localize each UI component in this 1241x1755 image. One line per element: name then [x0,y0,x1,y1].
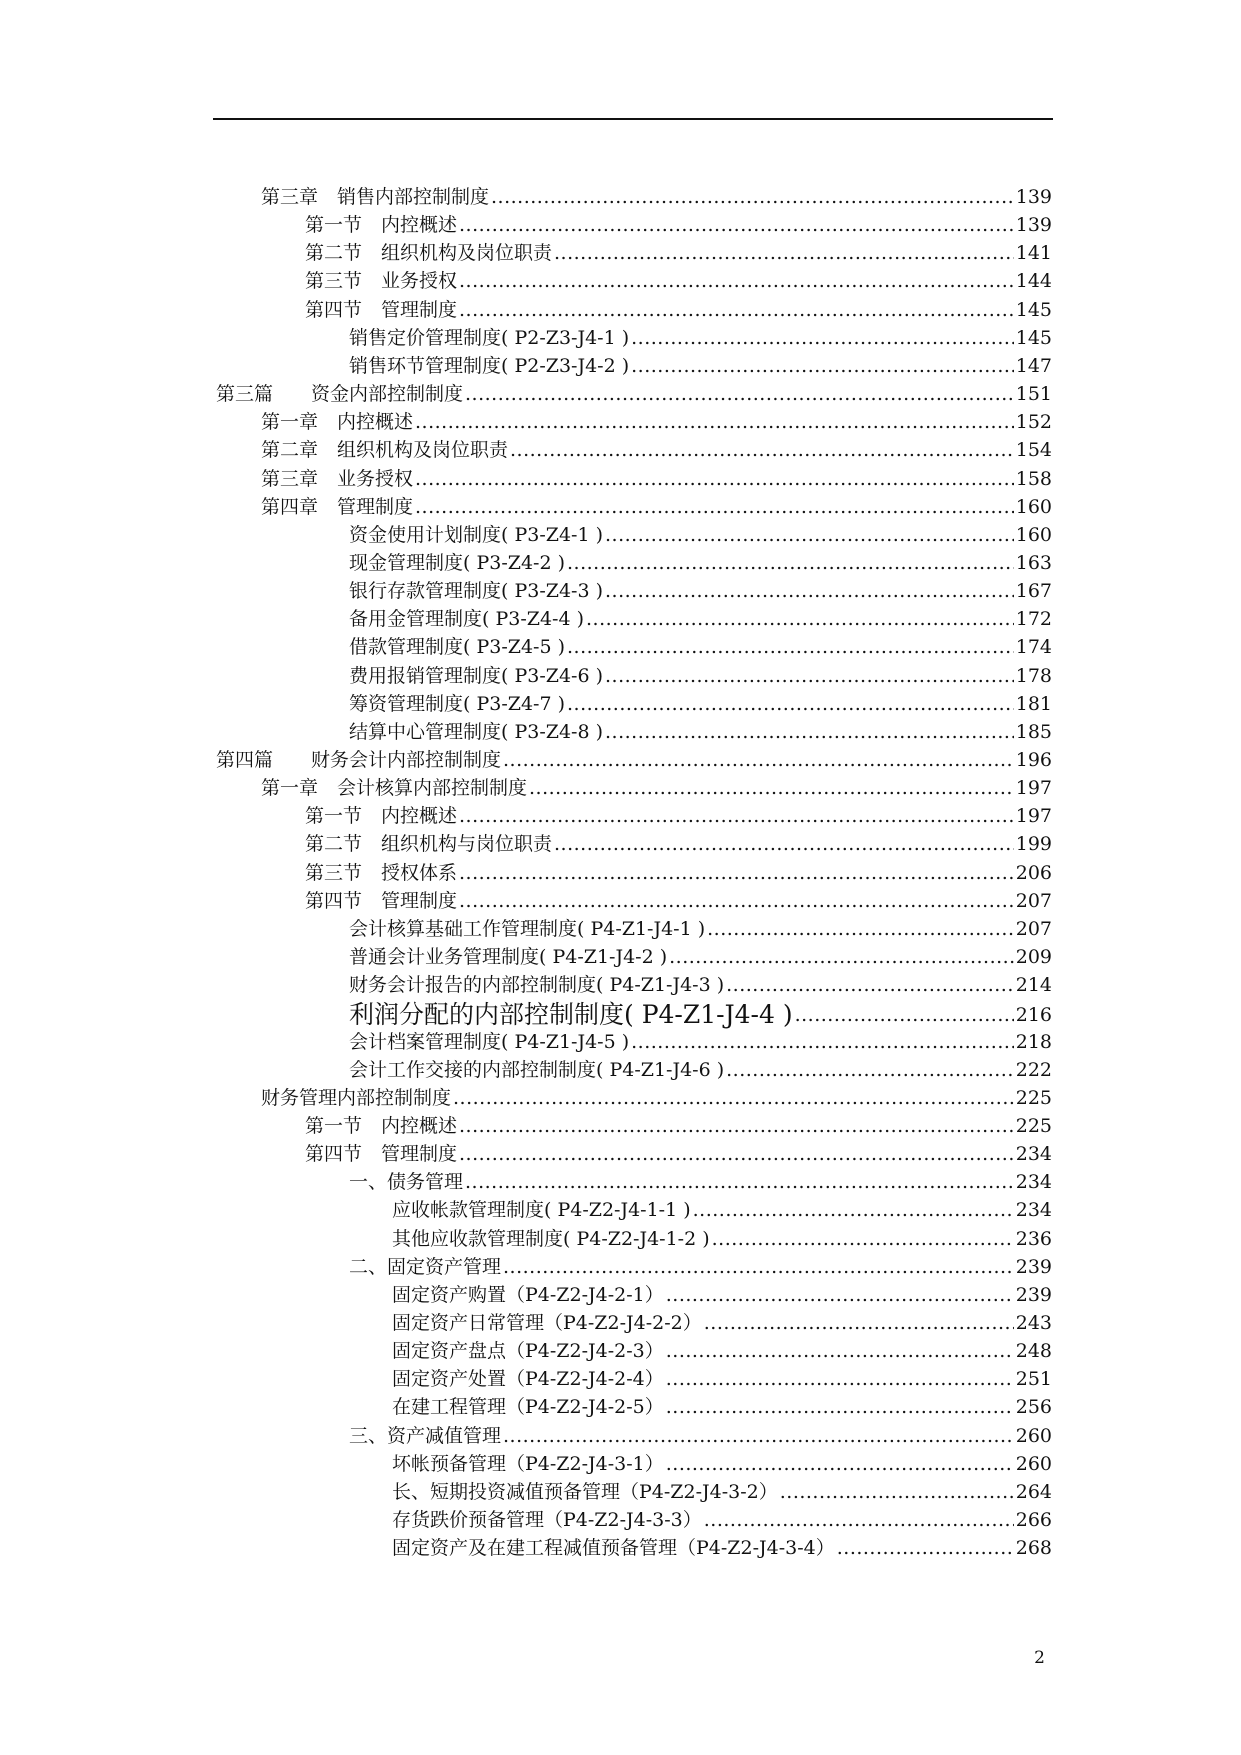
toc-entry[interactable] [392,1478,1052,1506]
header-rule [213,118,1053,120]
toc-entry-title: 固定资产处置（P4-Z2-J4-2-4） [392,1368,664,1391]
toc-entry-page: 139 [1015,186,1052,208]
toc-entry-title: 第一节 内控概述 [305,214,458,237]
toc-entry-page: 239 [1015,1255,1052,1278]
toc-entry-title: 固定资产及在建工程减值预备管理（P4-Z2-J4-3-4） [392,1537,835,1560]
toc-entry-title: 第四章 管理制度 [261,495,414,518]
toc-entry-title: 第二章 组织机构及岗位职责 [261,439,509,462]
toc-dot-leader [529,774,1014,802]
toc-dot-leader [453,1084,1014,1112]
toc-dot-leader [510,436,1014,464]
toc-entry-title: 第二节 组织机构与岗位职责 [305,833,553,856]
toc-entry-page: 196 [1015,749,1052,771]
toc-entry-page: 174 [1015,636,1052,659]
toc-entry-page: 147 [1015,354,1052,377]
toc-dot-leader [780,1478,1014,1506]
toc-entry-page: 206 [1015,861,1052,884]
toc-entry-page: 152 [1015,411,1052,434]
toc-entry[interactable] [261,465,1052,493]
toc-entry-page: 222 [1015,1058,1052,1081]
toc-dot-leader [631,352,1014,380]
toc-dot-leader [415,493,1014,521]
toc-entry-title: 其他应收款管理制度( P4-Z2-J4-1-2 ) [392,1227,710,1250]
toc-dot-leader [491,183,1014,211]
toc-entry[interactable] [349,1028,1052,1056]
toc-entry[interactable] [261,1084,1052,1112]
toc-entry-page: 260 [1015,1424,1052,1447]
toc-entry[interactable] [349,549,1052,577]
toc-entry-page: 139 [1015,214,1052,237]
toc-entry[interactable] [392,1450,1052,1478]
toc-entry-page: 209 [1015,946,1052,969]
toc-dot-leader [465,1168,1014,1196]
toc-entry[interactable] [392,1393,1052,1421]
toc-entry-title: 第三章 业务授权 [261,467,414,490]
toc-entry-title: 第三节 业务授权 [305,270,458,293]
toc-entry-title: 在建工程管理（P4-Z2-J4-2-5） [392,1396,664,1419]
toc-entry-title: 借款管理制度( P3-Z4-5 ) [349,636,565,659]
toc-dot-leader [503,1422,1014,1450]
toc-entry-title: 一、债务管理 [349,1171,464,1194]
toc-entry-page: 160 [1015,523,1052,546]
toc-entry[interactable] [349,718,1052,746]
toc-dot-leader [567,690,1014,718]
toc-entry-page: 218 [1015,1030,1052,1053]
toc-entry[interactable] [261,183,1052,211]
toc-entry[interactable] [305,830,1052,858]
toc-dot-leader [704,1309,1014,1337]
toc-entry[interactable] [349,915,1052,943]
toc-entry[interactable] [349,577,1052,605]
toc-dot-leader [666,1393,1014,1421]
toc-dot-leader [605,521,1014,549]
toc-entry-page: 178 [1015,664,1052,687]
toc-entry[interactable] [261,493,1052,521]
toc-entry[interactable] [349,1253,1052,1281]
toc-dot-leader [586,605,1014,633]
toc-entry-page: 264 [1015,1480,1052,1503]
toc-entry-title: 第一节 内控概述 [305,805,458,828]
toc-dot-leader [503,1253,1014,1281]
toc-entry-page: 266 [1015,1509,1052,1532]
toc-dot-leader [415,465,1014,493]
toc-entry-title: 结算中心管理制度( P3-Z4-8 ) [349,720,603,743]
toc-dot-leader [693,1196,1014,1224]
toc-entry[interactable] [305,296,1052,324]
toc-entry-title: 利润分配的内部控制制度( P4-Z1-J4-4 ) [349,1000,793,1030]
toc-entry-page: 234 [1015,1143,1052,1166]
toc-entry-title: 第四节 管理制度 [305,889,458,912]
toc-dot-leader [415,408,1014,436]
toc-entry-title: 普通会计业务管理制度( P4-Z1-J4-2 ) [349,946,668,969]
toc-dot-leader [666,1450,1014,1478]
toc-entry[interactable] [349,1056,1052,1084]
toc-entry[interactable] [392,1365,1052,1393]
toc-dot-leader [669,943,1014,971]
toc-entry-title: 会计档案管理制度( P4-Z1-J4-5 ) [349,1030,630,1053]
toc-dot-leader [554,830,1014,858]
toc-entry[interactable] [261,774,1052,802]
toc-entry[interactable] [392,1534,1052,1562]
toc-entry[interactable] [349,1001,1052,1029]
toc-entry-page: 256 [1015,1396,1052,1419]
toc-entry-title: 销售环节管理制度( P2-Z3-J4-2 ) [349,354,630,377]
toc-dot-leader [459,859,1014,887]
toc-entry-title: 财务管理内部控制制度 [261,1086,452,1109]
toc-entry[interactable] [349,521,1052,549]
toc-entry-page: 158 [1015,467,1052,490]
toc-dot-leader [503,746,1014,774]
toc-entry[interactable] [349,943,1052,971]
toc-entry-page: 197 [1015,777,1052,800]
toc-entry[interactable] [349,324,1052,352]
toc-entry-page: 225 [1015,1114,1052,1137]
toc-entry-title: 固定资产盘点（P4-Z2-J4-2-3） [392,1340,664,1363]
toc-entry-title: 三、资产减值管理 [349,1424,502,1447]
toc-dot-leader [605,662,1014,690]
toc-entry-page: 236 [1015,1227,1052,1250]
toc-entry-title: 第四节 管理制度 [305,1143,458,1166]
toc-entry-page: 141 [1015,242,1052,265]
toc-dot-leader [567,549,1014,577]
toc-entry-title: 存货跌价预备管理（P4-Z2-J4-3-3） [392,1509,702,1532]
toc-dot-leader [726,971,1014,999]
toc-entry[interactable] [305,239,1052,267]
toc-dot-leader [605,718,1014,746]
toc-entry-title: 固定资产日常管理（P4-Z2-J4-2-2） [392,1312,702,1334]
toc-entry-title: 二、固定资产管理 [349,1255,502,1278]
toc-entry[interactable] [305,1112,1052,1140]
toc-dot-leader [631,324,1014,352]
toc-dot-leader [567,633,1014,661]
toc-entry[interactable] [305,211,1052,239]
toc-entry-page: 185 [1015,720,1052,743]
toc-dot-leader [795,1001,1014,1029]
toc-entry-page: 234 [1015,1199,1052,1222]
toc-entry-page: 225 [1015,1086,1052,1109]
toc-entry-page: 145 [1015,298,1052,321]
toc-entry-page: 260 [1015,1452,1052,1475]
toc-entry-page: 145 [1015,326,1052,349]
toc-dot-leader [666,1365,1014,1393]
toc-entry-title: 第四篇 财务会计内部控制制度 [216,749,502,771]
toc-entry-title: 坏帐预备管理（P4-Z2-J4-3-1） [392,1452,664,1475]
toc-dot-leader [459,267,1014,295]
toc-entry[interactable] [349,690,1052,718]
toc-entry-page: 207 [1015,917,1052,940]
toc-entry[interactable] [392,1506,1052,1534]
toc-entry-page: 172 [1015,608,1052,631]
toc-dot-leader [726,1056,1014,1084]
toc-entry-title: 第三章 销售内部控制制度 [261,186,490,208]
toc-entry[interactable] [305,887,1052,915]
toc-entry-title: 费用报销管理制度( P3-Z4-6 ) [349,664,603,687]
toc-entry[interactable] [392,1309,1052,1337]
toc-dot-leader [459,887,1014,915]
toc-entry[interactable] [305,802,1052,830]
toc-entry-title: 备用金管理制度( P3-Z4-4 ) [349,608,584,631]
toc-entry-title: 第四节 管理制度 [305,298,458,321]
toc-dot-leader [465,380,1014,408]
toc-entry-title: 银行存款管理制度( P3-Z4-3 ) [349,580,603,603]
toc-dot-leader [712,1225,1014,1253]
toc-dot-leader [459,1140,1014,1168]
toc-entry-page: 214 [1015,974,1052,997]
toc-entry[interactable] [392,1196,1052,1224]
toc-entry-page: 251 [1015,1368,1052,1391]
toc-entry-page: 199 [1015,833,1052,856]
toc-entry-title: 筹资管理制度( P3-Z4-7 ) [349,692,565,715]
toc-entry-title: 第一章 会计核算内部控制制度 [261,777,528,800]
toc-entry-page: 167 [1015,580,1052,603]
toc-dot-leader [459,296,1014,324]
toc-entry-title: 长、短期投资减值预备管理（P4-Z2-J4-3-2） [392,1480,778,1503]
toc-entry[interactable] [349,971,1052,999]
toc-entry[interactable] [216,746,1052,774]
toc-entry[interactable] [349,633,1052,661]
toc-dot-leader [666,1337,1014,1365]
toc-dot-leader [459,802,1014,830]
toc-dot-leader [554,239,1014,267]
toc-entry-title: 第一节 内控概述 [305,1114,458,1137]
toc-entry[interactable] [305,1140,1052,1168]
toc-entry-page: 154 [1015,439,1052,462]
toc-entry-page: 216 [1015,1004,1052,1027]
toc-entry-page: 197 [1015,805,1052,828]
toc-entry[interactable] [392,1281,1052,1309]
toc-dot-leader [707,915,1014,943]
toc-entry-page: 243 [1015,1312,1052,1334]
toc-entry-page: 268 [1015,1537,1052,1560]
toc-entry-page: 144 [1015,270,1052,293]
toc-entry[interactable] [349,1168,1052,1196]
toc-dot-leader [631,1028,1014,1056]
toc-entry-page: 234 [1015,1171,1052,1194]
toc-entry[interactable] [392,1225,1052,1253]
toc-entry[interactable] [305,859,1052,887]
toc-entry-page: 160 [1015,495,1052,518]
toc-dot-leader [837,1534,1014,1562]
toc-entry[interactable] [392,1337,1052,1365]
toc-entry[interactable] [261,408,1052,436]
page-number: 2 [1034,1648,1045,1668]
toc-entry-page: 207 [1015,889,1052,912]
toc-entry-page: 151 [1015,383,1052,406]
toc-entry-title: 财务会计报告的内部控制制度( P4-Z1-J4-3 ) [349,974,725,997]
toc-entry-title: 资金使用计划制度( P3-Z4-1 ) [349,523,603,546]
toc-entry-title: 会计工作交接的内部控制制度( P4-Z1-J4-6 ) [349,1058,725,1081]
toc-entry-title: 第一章 内控概述 [261,411,414,434]
toc-entry-page: 248 [1015,1340,1052,1363]
toc-dot-leader [704,1506,1014,1534]
toc-entry[interactable] [216,380,1052,408]
toc-entry-page: 239 [1015,1283,1052,1306]
toc-entry-title: 现金管理制度( P3-Z4-2 ) [349,551,565,574]
toc-entry[interactable] [349,1422,1052,1450]
toc-entry-title: 固定资产购置（P4-Z2-J4-2-1） [392,1283,664,1306]
toc-entry[interactable] [261,436,1052,464]
toc-dot-leader [459,1112,1014,1140]
toc-entry-title: 第三篇 资金内部控制制度 [216,383,464,406]
toc-entry-page: 163 [1015,551,1052,574]
toc-entry[interactable] [349,662,1052,690]
toc-entry[interactable] [349,605,1052,633]
toc-dot-leader [459,211,1014,239]
toc-dot-leader [605,577,1014,605]
toc-entry-title: 第三节 授权体系 [305,861,458,884]
toc-dot-leader [666,1281,1014,1309]
toc-entry[interactable] [305,267,1052,295]
toc-entry-title: 销售定价管理制度( P2-Z3-J4-1 ) [349,326,630,349]
toc-entry[interactable] [349,352,1052,380]
toc-entry-title: 第二节 组织机构及岗位职责 [305,242,553,265]
toc-entry-title: 会计核算基础工作管理制度( P4-Z1-J4-1 ) [349,917,706,940]
toc-entry-page: 181 [1015,692,1052,715]
toc-entry-title: 应收帐款管理制度( P4-Z2-J4-1-1 ) [392,1199,691,1222]
